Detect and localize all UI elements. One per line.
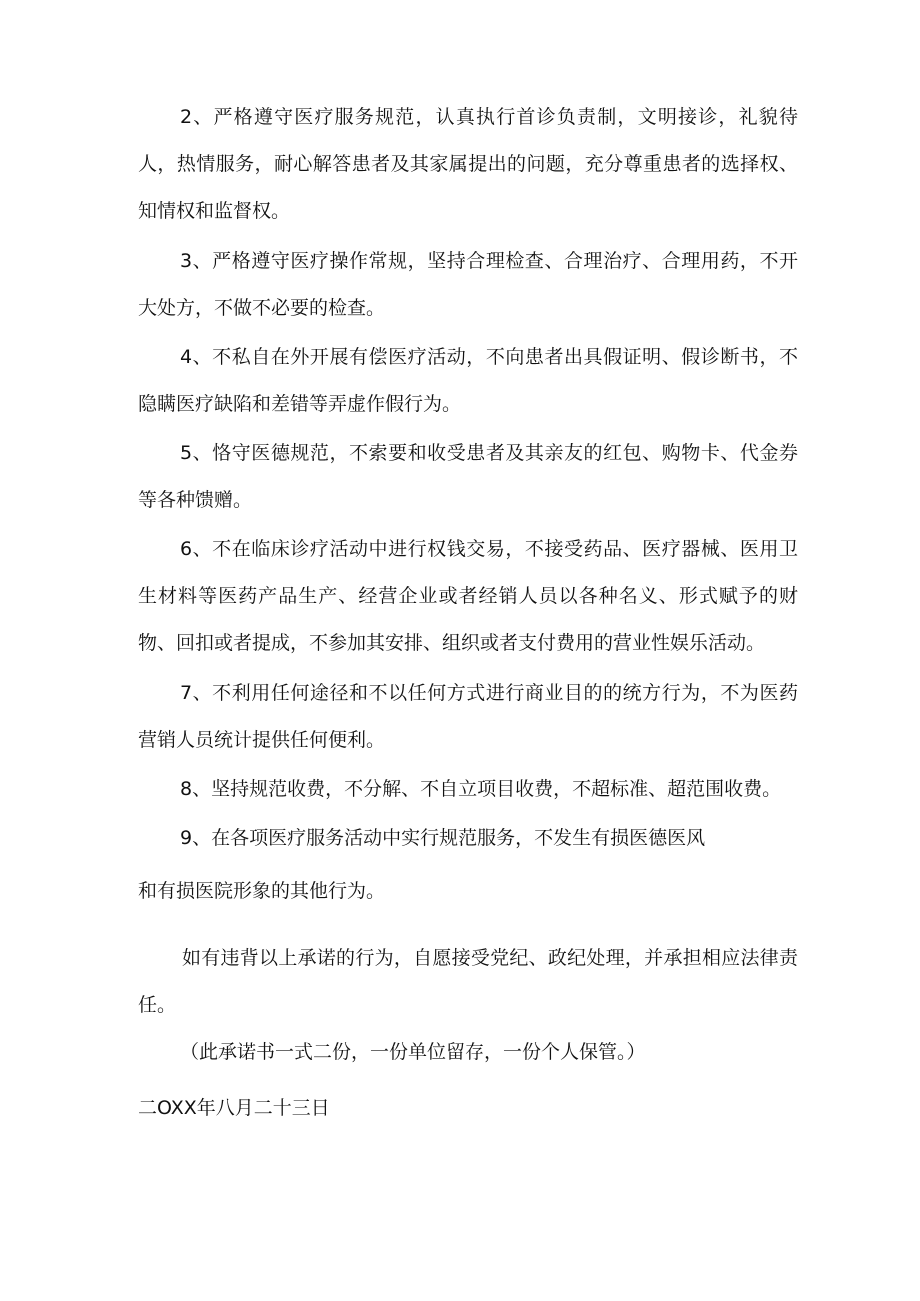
item-7: 7、不利用任何途径和不以任何方式进行商业目的的统方行为，不为医药营销人员统计提供任何便利。 <box>138 682 798 751</box>
item-9-line-2: 和有损医院形象的其他行为。 <box>138 880 386 902</box>
pledge-statement: 如有违背以上承诺的行为，自愿接受党纪、政纪处理，并承担相应法律责任。 <box>138 947 798 1016</box>
copies-note: （此承诺书一式二份，一份单位留存，一份个人保管。） <box>180 1041 646 1063</box>
item-5: 5、恪守医德规范，不索要和收受患者及其亲友的红包、购物卡、代金券等各种馈赠。 <box>138 442 798 511</box>
item-8: 8、坚持规范收费，不分解、不自立项目收费，不超标准、超范围收费。 <box>180 778 782 800</box>
item-6: 6、不在临床诊疗活动中进行权钱交易，不接受药品、医疗器械、医用卫生材料等医药产品生产、经营企业或者经销人员以各种名义、形式赋予的财物、回扣或者提成，不参加其安排、组织或者支付费用的营业性娱乐活动。 <box>138 538 798 654</box>
item-2: 2、严格遵守医疗服务规范，认真执行首诊负责制，文明接诊，礼貌待人，热情服务，耐心解答患者及其家属提出的问题，充分尊重患者的选择权、知情权和监督权。 <box>138 106 798 222</box>
document-date: 二OXX年八月二十三日 <box>138 1097 330 1119</box>
item-9-line-1: 9、在各项医疗服务活动中实行规范服务，不发生有损医德医风 <box>180 827 706 849</box>
item-4: 4、不私自在外开展有偿医疗活动，不向患者出具假证明、假诊断书，不隐瞒医疗缺陷和差错等弄虚作假行为。 <box>138 346 798 415</box>
item-3: 3、严格遵守医疗操作常规，坚持合理检查、合理治疗、合理用药，不开大处方，不做不必要的检查。 <box>138 250 798 319</box>
